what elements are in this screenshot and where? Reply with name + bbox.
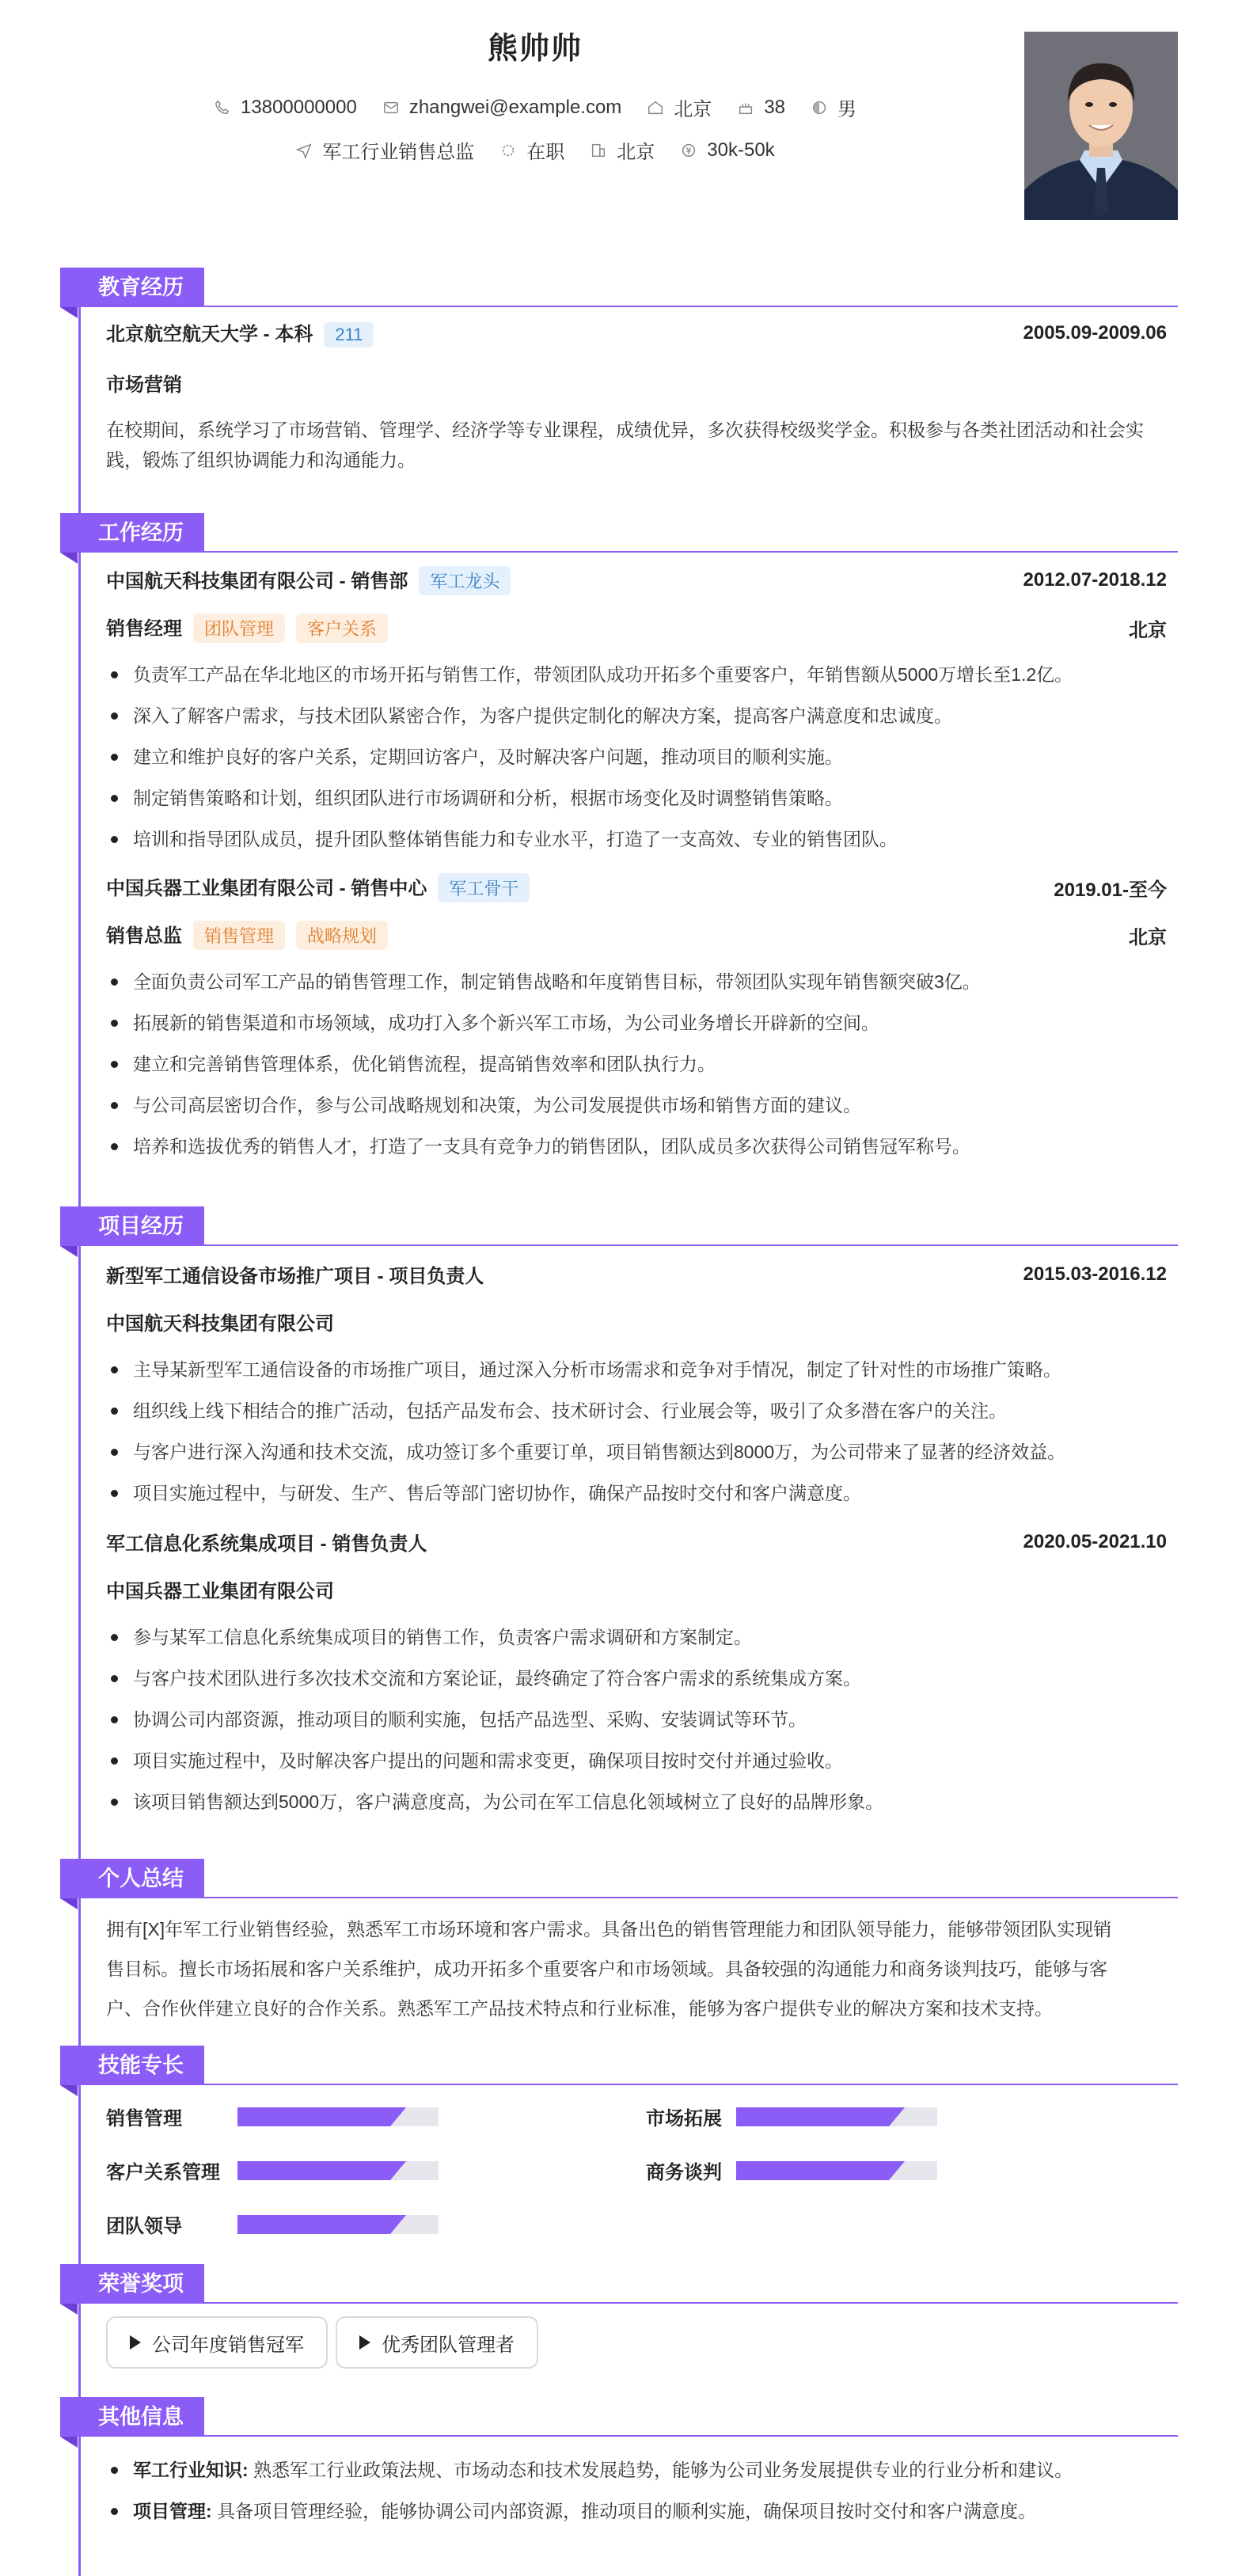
summary-line: 售目标。擅长市场拓展和客户关系维护，成功开拓多个重要客户和市场领域。具备较强的沟通能力和商务谈判技巧，能够与客 xyxy=(106,1959,1107,1979)
other-key: 项目管理: xyxy=(133,2501,212,2521)
section-divider xyxy=(60,551,1178,553)
list-item: 制定销售策略和计划，组织团队进行市场调研和分析，根据市场变化及时调整销售策略。 xyxy=(106,777,1183,819)
list-item: 拓展新的销售渠道和市场领域，成功打入多个新兴军工市场，为公司业务增长开辟新的空间。 xyxy=(106,1002,1183,1043)
work-company-row xyxy=(106,565,1167,595)
major-row xyxy=(106,369,1167,397)
section-title: 荣誉奖项 xyxy=(60,2264,204,2304)
building-icon xyxy=(590,142,607,159)
section-divider xyxy=(60,306,1178,307)
list-item: 与公司高层密切合作，参与公司战略规划和决策，为公司发展提供市场和销售方面的建议。 xyxy=(106,1085,1183,1126)
project-org: 中国航天科技集团有限公司 xyxy=(106,1313,334,1335)
company-name: 中国兵器工业集团有限公司 - 销售中心 xyxy=(106,878,427,899)
school-name: 北京航空航天大学 - 本科 xyxy=(106,324,313,345)
company-name: 中国航天科技集团有限公司 - 销售部 xyxy=(106,571,408,592)
award-badge xyxy=(336,2316,538,2369)
work-bullets xyxy=(106,654,1183,860)
email-address: zhangwei@example.com xyxy=(408,96,622,118)
award-badge xyxy=(106,2316,328,2369)
list-item: 培训和指导团队成员，提升团队整体销售能力和专业水平，打造了一支高效、专业的销售团队。 xyxy=(106,819,1183,860)
award-label: 公司年度销售冠军 xyxy=(152,2334,304,2356)
role-name: 销售总监 xyxy=(106,925,182,947)
play-icon xyxy=(359,2335,370,2350)
section-divider xyxy=(60,1244,1178,1246)
award-label: 优秀团队管理者 xyxy=(382,2334,515,2356)
skill-bar-fill xyxy=(736,2161,889,2180)
project-bullets xyxy=(106,1617,1183,1822)
skill-bar xyxy=(736,2107,937,2126)
list-item: 负责军工产品在华北地区的市场开拓与销售工作，带领团队成功开拓多个重要客户，年销售额从5000万增长至1.2亿。 xyxy=(106,654,1183,695)
section-divider xyxy=(60,2302,1178,2304)
project-bullets xyxy=(106,1349,1183,1514)
major-name: 市场营销 xyxy=(106,374,182,396)
work-date: 2019.01-至今 xyxy=(1054,879,1167,901)
section-education-header xyxy=(60,268,1178,307)
list-item: 主导某新型军工通信设备的市场推广项目，通过深入分析市场需求和竞争对手情况，制定了针对性的市场推广策略。 xyxy=(106,1349,1183,1390)
section-title: 教育经历 xyxy=(60,268,204,307)
age-item xyxy=(737,97,785,119)
section-title: 其他信息 xyxy=(60,2397,204,2437)
skill-item xyxy=(646,2156,937,2184)
list-item: 培养和选拔优秀的销售人才，打造了一支具有竞争力的销售团队，团队成员多次获得公司销售冠军称号。 xyxy=(106,1126,1183,1167)
list-item: 与客户进行深入沟通和技术交流，成功签订多个重要订单，项目销售额达到8000万，为公司带来了显著的经济效益。 xyxy=(106,1431,1183,1472)
list-item: 项目实施过程中，及时解决客户提出的问题和需求变更，确保项目按时交付并通过验收。 xyxy=(106,1740,1183,1781)
salary-item xyxy=(680,139,774,161)
other-value: 具备项目管理经验，能够协调公司内部资源，推动项目的顺利实施，确保项目按时交付和客户满意度。 xyxy=(217,2501,1037,2521)
skill-item xyxy=(106,2156,439,2184)
project-title: 新型军工通信设备市场推广项目 - 项目负责人 xyxy=(106,1266,484,1287)
list-item: 组织线上线下相结合的推广活动，包括产品发布会、技术研讨会、行业展会等，吸引了众多潜在客户的关注。 xyxy=(106,1390,1183,1431)
gender-icon xyxy=(811,99,828,116)
section-title: 技能专长 xyxy=(60,2046,204,2085)
send-icon xyxy=(295,142,313,159)
school-tag: 211 xyxy=(324,322,374,348)
skill-name: 客户关系管理 xyxy=(106,2162,220,2183)
gender-text: 男 xyxy=(837,99,857,120)
list-item: 项目实施过程中，与研发、生产、售后等部门密切协作，确保产品按时交付和客户满意度。 xyxy=(106,1472,1183,1514)
gender-item xyxy=(811,93,856,121)
phone-icon xyxy=(214,99,231,116)
skill-name: 团队领导 xyxy=(106,2216,182,2237)
skill-bar xyxy=(736,2161,937,2180)
project-org: 中国兵器工业集团有限公司 xyxy=(106,1581,334,1602)
skill-item xyxy=(106,2103,439,2130)
education-row xyxy=(106,318,1167,348)
section-title: 项目经历 xyxy=(60,1206,204,1246)
project-title-row xyxy=(106,1528,1167,1556)
list-item: 建立和维护良好的客户关系，定期回访客户，及时解决客户问题，推动项目的顺利实施。 xyxy=(106,736,1183,777)
work-bullets xyxy=(106,961,1183,1167)
age-icon xyxy=(737,99,754,116)
skill-bar-fill xyxy=(237,2107,390,2126)
timeline-line xyxy=(78,277,81,2576)
skill-bar-fill xyxy=(237,2215,390,2234)
project-org-row xyxy=(106,1575,1167,1603)
skill-bar xyxy=(237,2161,439,2180)
section-awards-header xyxy=(60,2264,1178,2304)
city-item xyxy=(590,136,655,164)
city-text: 北京 xyxy=(617,142,655,163)
section-divider xyxy=(60,2435,1178,2437)
work-role-row xyxy=(106,920,1167,950)
work-company-row xyxy=(106,872,1167,902)
section-divider xyxy=(60,2084,1178,2085)
location-item xyxy=(647,93,712,121)
section-title: 个人总结 xyxy=(60,1859,204,1898)
avatar-photo xyxy=(1024,32,1178,220)
section-title: 工作经历 xyxy=(60,513,204,553)
project-date: 2015.03-2016.12 xyxy=(1023,1263,1167,1285)
other-value: 熟悉军工行业政策法规、市场动态和技术发展趋势，能够为公司业务发展提供专业的行业分析和建议。 xyxy=(253,2460,1073,2480)
skill-name: 销售管理 xyxy=(106,2108,182,2130)
skill-bar-fill xyxy=(736,2107,889,2126)
age-text: 38 xyxy=(764,96,786,118)
role-tag: 战略规划 xyxy=(296,921,388,950)
skill-item xyxy=(646,2103,937,2130)
other-info-list xyxy=(106,2449,1183,2532)
other-key: 军工行业知识: xyxy=(133,2460,249,2480)
education-description: 在校期间，系统学习了市场营销、管理学、经济学等专业课程，成绩优异，多次获得校级奖学金。积极参与各类社团活动和社会实践，锻炼了组织协调能力和沟通能力。 xyxy=(106,420,1144,470)
candidate-name: 熊帅帅 xyxy=(487,32,583,66)
email-item xyxy=(382,97,622,119)
role-name: 销售经理 xyxy=(106,618,182,640)
job-title: 军工行业销售总监 xyxy=(322,142,475,163)
list-item xyxy=(106,2449,1183,2491)
summary-line: 拥有[X]年军工行业销售经验，熟悉军工市场环境和客户需求。具备出色的销售管理能力和团队领导能力，能够带领团队实现销 xyxy=(106,1919,1112,1940)
project-date: 2020.05-2021.10 xyxy=(1023,1530,1167,1552)
company-tag: 军工龙头 xyxy=(419,566,511,595)
project-org-row xyxy=(106,1308,1167,1335)
company-tag: 军工骨干 xyxy=(438,873,530,902)
section-other-header xyxy=(60,2397,1178,2437)
summary-text xyxy=(106,1909,1172,2028)
list-item xyxy=(106,2491,1183,2532)
role-tag: 团队管理 xyxy=(193,614,285,643)
contact-info-row xyxy=(0,93,1070,121)
skill-bar xyxy=(237,2215,439,2234)
skill-bar-fill xyxy=(237,2161,390,2180)
skill-item xyxy=(106,2210,439,2238)
work-date: 2012.07-2018.12 xyxy=(1023,569,1167,591)
section-work-header xyxy=(60,513,1178,553)
salary-range: 30k-50k xyxy=(707,139,775,161)
skill-name: 市场拓展 xyxy=(646,2108,722,2130)
project-title-row xyxy=(106,1260,1167,1288)
phone-item xyxy=(214,97,357,119)
list-item: 深入了解客户需求，与技术团队紧密合作，为客户提供定制化的解决方案，提高客户满意度和忠诚度。 xyxy=(106,695,1183,736)
work-city: 北京 xyxy=(1129,619,1167,641)
salary-icon xyxy=(680,142,697,159)
role-tag: 销售管理 xyxy=(193,921,285,950)
section-divider xyxy=(60,1897,1178,1898)
job-info-row xyxy=(0,136,1070,164)
phone-number: 13800000000 xyxy=(240,96,357,118)
role-tag: 客户关系 xyxy=(296,614,388,643)
location-text: 北京 xyxy=(674,99,712,120)
section-summary-header xyxy=(60,1859,1178,1898)
section-skills-header xyxy=(60,2046,1178,2085)
summary-line: 户、合作伙伴建立良好的合作关系。熟悉军工产品技术特点和行业标准，能够为客户提供专业的解决方案和技术支持。 xyxy=(106,1998,1053,2019)
list-item: 建立和完善销售管理体系，优化销售流程，提高销售效率和团队执行力。 xyxy=(106,1043,1183,1085)
list-item: 全面负责公司军工产品的销售管理工作，制定销售战略和年度销售目标，带领团队实现年销售额突破3亿。 xyxy=(106,961,1183,1002)
work-city: 北京 xyxy=(1129,926,1167,948)
home-icon xyxy=(647,99,664,116)
mail-icon xyxy=(382,99,400,116)
job-title-item xyxy=(295,136,474,164)
job-status: 在职 xyxy=(526,142,565,163)
project-title: 军工信息化系统集成项目 - 销售负责人 xyxy=(106,1533,427,1555)
section-projects-header xyxy=(60,1206,1178,1246)
list-item: 该项目销售额达到5000万，客户满意度高，为公司在军工信息化领域树立了良好的品牌形象。 xyxy=(106,1781,1183,1822)
skill-name: 商务谈判 xyxy=(646,2162,722,2183)
play-icon xyxy=(130,2335,141,2350)
skill-bar xyxy=(237,2107,439,2126)
list-item: 协调公司内部资源，推动项目的顺利实施，包括产品选型、采购、安装调试等环节。 xyxy=(106,1699,1183,1740)
list-item: 与客户技术团队进行多次技术交流和方案论证，最终确定了符合客户需求的系统集成方案。 xyxy=(106,1658,1183,1699)
status-item xyxy=(499,136,564,164)
work-role-row xyxy=(106,613,1167,643)
education-date: 2005.09-2009.06 xyxy=(1023,321,1167,344)
list-item: 参与某军工信息化系统集成项目的销售工作，负责客户需求调研和方案制定。 xyxy=(106,1617,1183,1658)
status-icon xyxy=(499,142,517,159)
